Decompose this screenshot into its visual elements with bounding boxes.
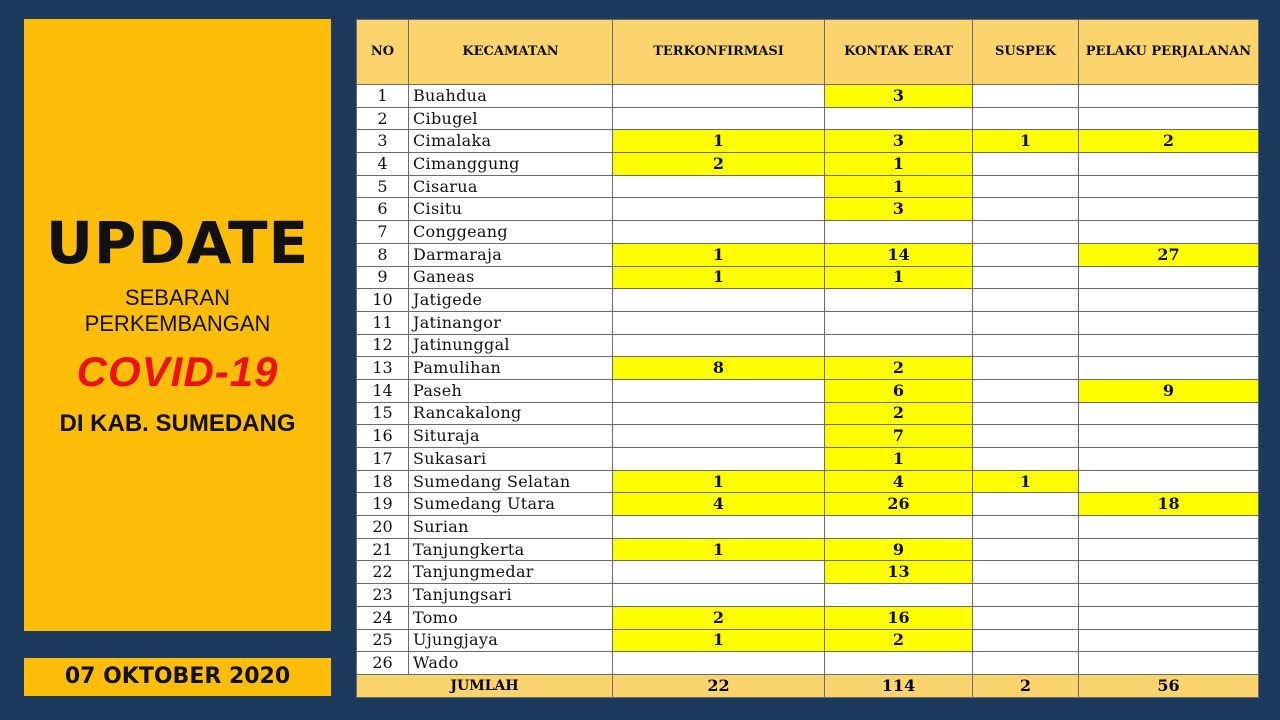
cell-suspek <box>973 334 1079 357</box>
header-kecamatan: KECAMATAN <box>409 20 613 85</box>
table-row <box>357 470 1259 493</box>
table-row <box>357 584 1259 607</box>
cell-no: 2 <box>357 107 409 130</box>
cell-pelaku-perjalanan <box>1079 425 1259 448</box>
cell-no: 18 <box>357 470 409 493</box>
cell-pelaku-perjalanan: 9 <box>1079 379 1259 402</box>
cell-kontak-erat: 4 <box>825 470 973 493</box>
cell-pelaku-perjalanan <box>1079 606 1259 629</box>
cell-kontak-erat: 2 <box>825 629 973 652</box>
cell-terkonfirmasi: 1 <box>613 470 825 493</box>
cell-no: 19 <box>357 493 409 516</box>
cell-pelaku-perjalanan <box>1079 107 1259 130</box>
table-row <box>357 243 1259 266</box>
cell-kecamatan: Jatinangor <box>409 311 613 334</box>
cell-kecamatan: Jatinunggal <box>409 334 613 357</box>
cell-suspek <box>973 493 1079 516</box>
table-row <box>357 221 1259 244</box>
table-row <box>357 425 1259 448</box>
cell-kecamatan: Rancakalong <box>409 402 613 425</box>
cell-kecamatan: Sumedang Selatan <box>409 470 613 493</box>
update-heading: UPDATE <box>45 209 310 277</box>
cell-kecamatan: Cisarua <box>409 175 613 198</box>
cell-terkonfirmasi: 1 <box>613 243 825 266</box>
cell-pelaku-perjalanan: 18 <box>1079 493 1259 516</box>
cell-no: 9 <box>357 266 409 289</box>
total-suspek: 2 <box>973 674 1079 697</box>
subtitle-sebaran: SEBARAN <box>124 285 231 310</box>
cell-pelaku-perjalanan <box>1079 198 1259 221</box>
cell-suspek <box>973 85 1079 108</box>
cell-pelaku-perjalanan <box>1079 311 1259 334</box>
table-body <box>357 85 1259 675</box>
cell-pelaku-perjalanan <box>1079 334 1259 357</box>
cell-suspek <box>973 379 1079 402</box>
cell-kontak-erat: 2 <box>825 402 973 425</box>
cell-no: 26 <box>357 652 409 675</box>
cell-kontak-erat: 3 <box>825 85 973 108</box>
cell-suspek <box>973 357 1079 380</box>
cell-no: 5 <box>357 175 409 198</box>
cell-pelaku-perjalanan <box>1079 221 1259 244</box>
table-row <box>357 561 1259 584</box>
title-panel <box>24 19 331 631</box>
cell-terkonfirmasi <box>613 402 825 425</box>
table-row <box>357 311 1259 334</box>
cell-kecamatan: Paseh <box>409 379 613 402</box>
cell-no: 10 <box>357 289 409 312</box>
cell-no: 13 <box>357 357 409 380</box>
cell-terkonfirmasi <box>613 175 825 198</box>
cell-pelaku-perjalanan <box>1079 561 1259 584</box>
cell-terkonfirmasi <box>613 107 825 130</box>
cell-suspek <box>973 561 1079 584</box>
cell-kontak-erat <box>825 289 973 312</box>
cell-kecamatan: Jatigede <box>409 289 613 312</box>
cell-suspek <box>973 516 1079 539</box>
cell-suspek <box>973 448 1079 471</box>
header-terkonfirmasi: TERKONFIRMASI <box>613 20 825 85</box>
cell-terkonfirmasi <box>613 561 825 584</box>
header-pelaku-perjalanan: PELAKU PERJALANAN <box>1079 20 1259 85</box>
cell-terkonfirmasi <box>613 652 825 675</box>
table-row <box>357 198 1259 221</box>
table-row <box>357 448 1259 471</box>
cell-no: 14 <box>357 379 409 402</box>
table-row <box>357 130 1259 153</box>
cell-kontak-erat: 26 <box>825 493 973 516</box>
cell-terkonfirmasi: 1 <box>613 266 825 289</box>
cell-kecamatan: Buahdua <box>409 85 613 108</box>
cell-suspek <box>973 221 1079 244</box>
table-header-row <box>357 20 1259 85</box>
cell-no: 20 <box>357 516 409 539</box>
table-row <box>357 402 1259 425</box>
cell-suspek <box>973 606 1079 629</box>
cell-terkonfirmasi <box>613 584 825 607</box>
cell-suspek: 1 <box>973 130 1079 153</box>
cell-kontak-erat: 1 <box>825 266 973 289</box>
header-kontak-erat: KONTAK ERAT <box>825 20 973 85</box>
table-row <box>357 85 1259 108</box>
header-suspek: SUSPEK <box>973 20 1079 85</box>
cell-terkonfirmasi: 1 <box>613 629 825 652</box>
table-row <box>357 652 1259 675</box>
cell-no: 23 <box>357 584 409 607</box>
cell-kontak-erat: 9 <box>825 538 973 561</box>
cell-suspek <box>973 652 1079 675</box>
cell-pelaku-perjalanan <box>1079 538 1259 561</box>
cell-pelaku-perjalanan <box>1079 85 1259 108</box>
date-label: 07 OKTOBER 2020 <box>24 658 331 696</box>
table-row <box>357 266 1259 289</box>
cell-pelaku-perjalanan <box>1079 470 1259 493</box>
cell-kontak-erat <box>825 221 973 244</box>
cell-kontak-erat: 1 <box>825 153 973 176</box>
table-row <box>357 379 1259 402</box>
cell-terkonfirmasi <box>613 221 825 244</box>
cell-kontak-erat: 16 <box>825 606 973 629</box>
cell-terkonfirmasi <box>613 85 825 108</box>
cell-suspek <box>973 425 1079 448</box>
cell-no: 6 <box>357 198 409 221</box>
cell-no: 25 <box>357 629 409 652</box>
cell-kecamatan: Tomo <box>409 606 613 629</box>
cell-no: 16 <box>357 425 409 448</box>
total-row <box>357 674 1259 697</box>
cell-no: 4 <box>357 153 409 176</box>
table-row <box>357 153 1259 176</box>
cell-pelaku-perjalanan <box>1079 629 1259 652</box>
cell-kecamatan: Darmaraja <box>409 243 613 266</box>
cell-terkonfirmasi: 8 <box>613 357 825 380</box>
cell-kontak-erat: 1 <box>825 448 973 471</box>
total-kontak-erat: 114 <box>825 674 973 697</box>
cell-kontak-erat: 6 <box>825 379 973 402</box>
cell-kecamatan: Conggeang <box>409 221 613 244</box>
cell-kecamatan: Sukasari <box>409 448 613 471</box>
cell-no: 15 <box>357 402 409 425</box>
cell-suspek <box>973 402 1079 425</box>
cell-pelaku-perjalanan <box>1079 448 1259 471</box>
cell-kecamatan: Tanjungkerta <box>409 538 613 561</box>
cell-no: 12 <box>357 334 409 357</box>
cell-no: 8 <box>357 243 409 266</box>
cell-kecamatan: Cimalaka <box>409 130 613 153</box>
cell-pelaku-perjalanan <box>1079 153 1259 176</box>
cell-kecamatan: Cimanggung <box>409 153 613 176</box>
cell-kontak-erat <box>825 107 973 130</box>
cell-terkonfirmasi <box>613 311 825 334</box>
cell-no: 22 <box>357 561 409 584</box>
cell-kecamatan: Pamulihan <box>409 357 613 380</box>
data-table-container <box>356 19 1258 696</box>
cell-kecamatan: Surian <box>409 516 613 539</box>
table-row <box>357 493 1259 516</box>
cell-kontak-erat <box>825 311 973 334</box>
cell-pelaku-perjalanan <box>1079 652 1259 675</box>
table-row <box>357 289 1259 312</box>
cell-suspek <box>973 107 1079 130</box>
cell-kecamatan: Ujungjaya <box>409 629 613 652</box>
covid-heading: COVID-19 <box>76 348 279 395</box>
table-row <box>357 516 1259 539</box>
cell-terkonfirmasi <box>613 448 825 471</box>
cell-suspek <box>973 289 1079 312</box>
cell-pelaku-perjalanan <box>1079 289 1259 312</box>
cell-suspek <box>973 538 1079 561</box>
cell-suspek <box>973 584 1079 607</box>
cell-suspek <box>973 311 1079 334</box>
cell-suspek <box>973 175 1079 198</box>
table-row <box>357 357 1259 380</box>
cell-no: 11 <box>357 311 409 334</box>
table-row <box>357 629 1259 652</box>
table-row <box>357 538 1259 561</box>
subtitle-perkembangan: PERKEMBANGAN <box>84 311 271 336</box>
cell-pelaku-perjalanan <box>1079 402 1259 425</box>
cell-pelaku-perjalanan <box>1079 516 1259 539</box>
cell-pelaku-perjalanan: 27 <box>1079 243 1259 266</box>
cell-no: 1 <box>357 85 409 108</box>
table-row <box>357 175 1259 198</box>
cell-no: 21 <box>357 538 409 561</box>
cell-kecamatan: Sumedang Utara <box>409 493 613 516</box>
cell-kontak-erat <box>825 584 973 607</box>
cell-pelaku-perjalanan <box>1079 357 1259 380</box>
table-row <box>357 606 1259 629</box>
total-terkonfirmasi: 22 <box>613 674 825 697</box>
cell-suspek <box>973 629 1079 652</box>
cell-kecamatan: Cibugel <box>409 107 613 130</box>
cell-no: 7 <box>357 221 409 244</box>
cell-suspek <box>973 153 1079 176</box>
cell-kontak-erat <box>825 334 973 357</box>
cell-kontak-erat: 3 <box>825 130 973 153</box>
cell-terkonfirmasi <box>613 334 825 357</box>
cell-kontak-erat <box>825 516 973 539</box>
cell-no: 3 <box>357 130 409 153</box>
cell-kecamatan: Tanjungmedar <box>409 561 613 584</box>
region-subtitle: DI KAB. SUMEDANG <box>59 410 296 437</box>
cell-suspek: 1 <box>973 470 1079 493</box>
cell-kecamatan: Ganeas <box>409 266 613 289</box>
cell-kontak-erat <box>825 652 973 675</box>
cell-terkonfirmasi <box>613 516 825 539</box>
covid-data-table <box>356 19 1259 698</box>
cell-terkonfirmasi: 2 <box>613 606 825 629</box>
cell-pelaku-perjalanan <box>1079 584 1259 607</box>
cell-kecamatan: Tanjungsari <box>409 584 613 607</box>
cell-terkonfirmasi: 2 <box>613 153 825 176</box>
cell-suspek <box>973 266 1079 289</box>
cell-kontak-erat: 14 <box>825 243 973 266</box>
cell-pelaku-perjalanan: 2 <box>1079 130 1259 153</box>
cell-terkonfirmasi: 4 <box>613 493 825 516</box>
cell-suspek <box>973 243 1079 266</box>
cell-terkonfirmasi <box>613 425 825 448</box>
cell-kecamatan: Situraja <box>409 425 613 448</box>
cell-kecamatan: Cisitu <box>409 198 613 221</box>
cell-no: 24 <box>357 606 409 629</box>
cell-terkonfirmasi: 1 <box>613 538 825 561</box>
table-row <box>357 107 1259 130</box>
cell-kontak-erat: 13 <box>825 561 973 584</box>
header-no: NO <box>357 20 409 85</box>
cell-kecamatan: Wado <box>409 652 613 675</box>
cell-kontak-erat: 1 <box>825 175 973 198</box>
cell-terkonfirmasi <box>613 289 825 312</box>
cell-no: 17 <box>357 448 409 471</box>
cell-terkonfirmasi <box>613 379 825 402</box>
cell-kontak-erat: 7 <box>825 425 973 448</box>
cell-pelaku-perjalanan <box>1079 175 1259 198</box>
cell-kontak-erat: 3 <box>825 198 973 221</box>
cell-suspek <box>973 198 1079 221</box>
cell-terkonfirmasi <box>613 198 825 221</box>
cell-pelaku-perjalanan <box>1079 266 1259 289</box>
total-pelaku-perjalanan: 56 <box>1079 674 1259 697</box>
cell-kontak-erat: 2 <box>825 357 973 380</box>
cell-terkonfirmasi: 1 <box>613 130 825 153</box>
table-row <box>357 334 1259 357</box>
total-label: JUMLAH <box>357 674 613 697</box>
